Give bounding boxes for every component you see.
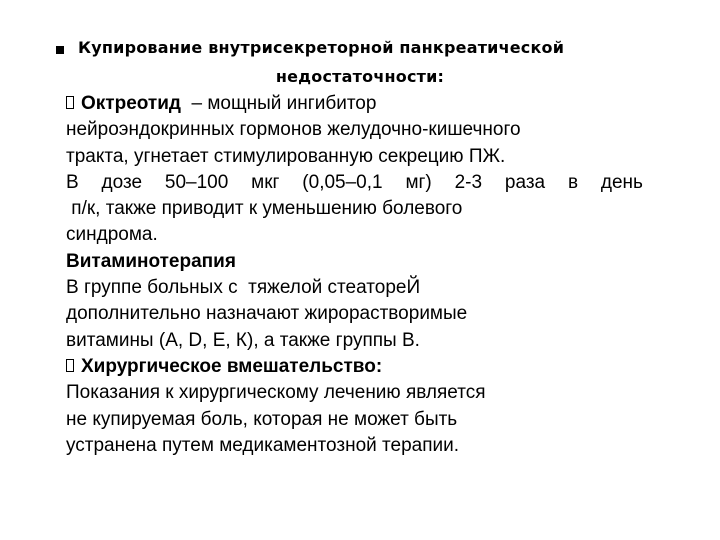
octreotide-line-6: синдрома.: [66, 224, 158, 246]
vitamins-heading: Витаминотерапия: [66, 250, 236, 272]
dose-word: 2-3: [454, 171, 483, 193]
dose-word: день: [600, 171, 643, 193]
dose-word: раза: [504, 171, 546, 193]
surgery-heading: Хирургическое вмешательство:: [81, 355, 383, 377]
octreotide-dash: –: [191, 93, 203, 114]
slide-body: [66, 91, 666, 459]
octreotide-line-5: п/к, также приводит к уменьшению болевого: [66, 198, 463, 220]
dose-word: В: [66, 171, 79, 193]
dose-word: мг): [405, 171, 432, 193]
square-bullet-icon: [56, 46, 64, 54]
dose-word: (0,05–0,1: [302, 171, 383, 193]
dose-word: дозе: [101, 171, 143, 193]
surgery-line-3: устранена путем медикаментозной терапии.: [66, 434, 460, 456]
octreotide-term: Октреотид: [81, 93, 181, 114]
vitamins-line-1: В группе больных с тяжелой стеатореЙ: [66, 277, 421, 299]
title-line-2: недостаточности:: [275, 67, 445, 86]
octreotide-line-4: [66, 170, 643, 196]
dose-word: в: [567, 171, 579, 193]
title-line-1: Купирование внутрисекреторной панкреатической: [78, 38, 565, 57]
surgery-line-1: Показания к хирургическому лечению является: [66, 382, 486, 404]
surgery-heading-line: [66, 354, 666, 380]
octreotide-line-2: нейроэндокринных гормонов желудочно-кишечного: [66, 119, 521, 141]
octreotide-line-1: [66, 91, 666, 117]
vitamins-line-3: витамины (А, D, Е, К), а также группы В.: [66, 329, 420, 351]
dose-word: 50–100: [164, 171, 229, 193]
dose-word: мкг: [251, 171, 280, 193]
missing-glyph-bullet-icon: [66, 96, 74, 109]
missing-glyph-bullet-icon: [66, 359, 74, 372]
octreotide-line-3: тракта, угнетает стимулированную секрецию ПЖ.: [66, 145, 506, 167]
surgery-line-2: не купируемая боль, которая не может быть: [66, 408, 458, 430]
vitamins-line-2: дополнительно назначают жирорастворимые: [66, 303, 468, 325]
octreotide-line-1-text: мощный ингибитор: [202, 93, 377, 114]
